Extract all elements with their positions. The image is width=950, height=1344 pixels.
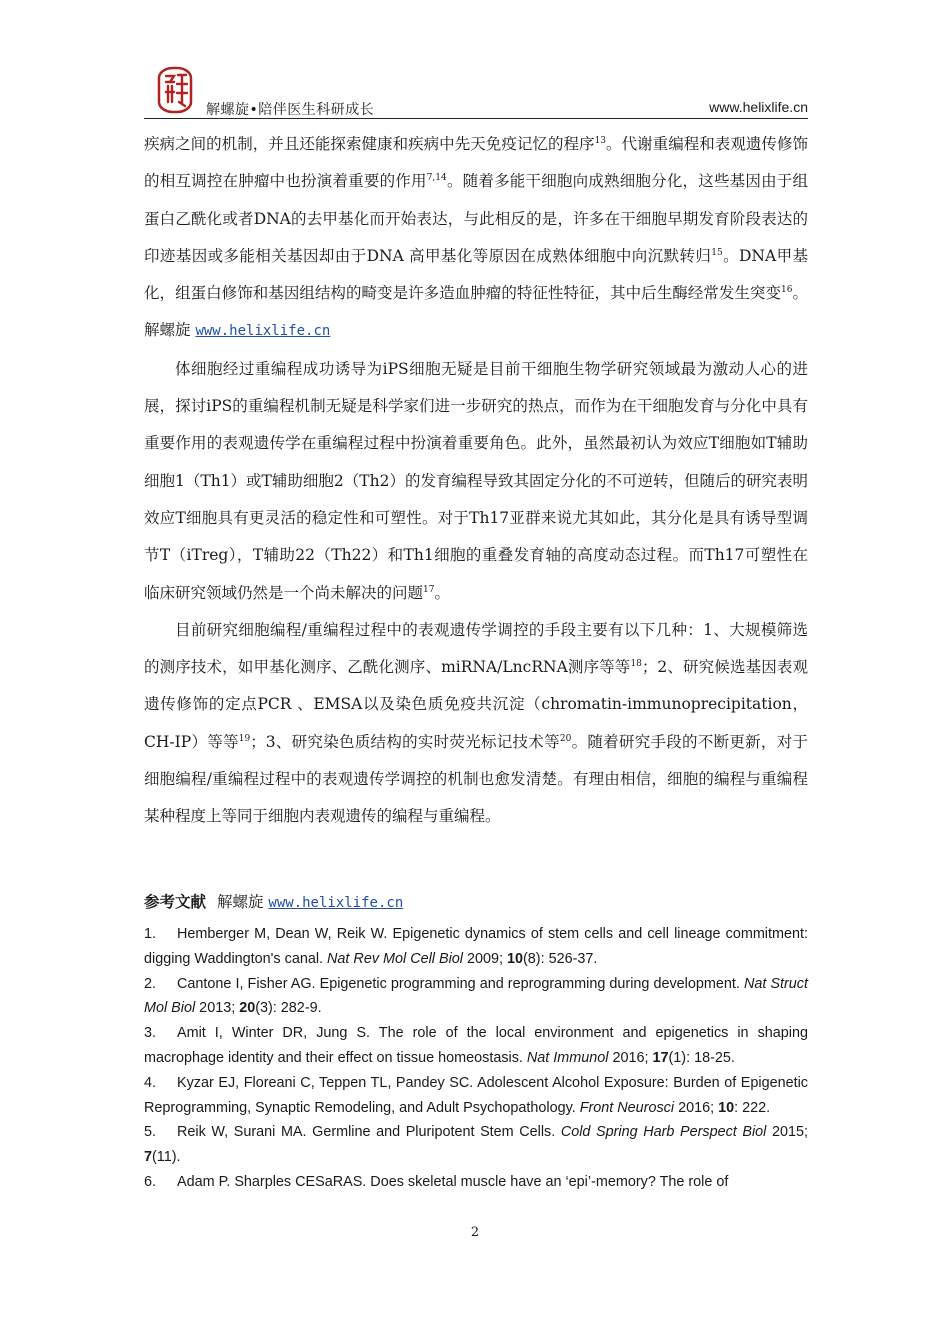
journal-name: Cold Spring Harb Perspect Biol bbox=[560, 1124, 767, 1141]
reference-text: : 222. bbox=[734, 1099, 771, 1116]
paragraph-text: 。代谢重编程和表观遗传修饰的相互调控在肿瘤中也扮演着重要的作用 bbox=[144, 135, 808, 191]
reference-item bbox=[144, 972, 808, 1022]
references-heading bbox=[144, 890, 403, 912]
reference-text: Amit I, Winter DR, Jung S. The role of the local environment and epigenetics in shaping macrophage identity and their effect on tissue homeostasis. bbox=[144, 1025, 808, 1066]
citation-superscript: 15 bbox=[711, 247, 723, 258]
paragraph-text: 。DNA甲基化，组蛋白修饰和基因组结构的畸变是许多造血肿瘤的特征性特征，其中后生酶经常发生突变 bbox=[144, 246, 808, 303]
reference-text: (1): 18-25. bbox=[668, 1049, 735, 1066]
reference-text: Reik W, Surani MA. Germline and Pluripotent Stem Cells. bbox=[177, 1124, 561, 1141]
journal-name: Nat Rev Mol Cell Biol bbox=[327, 950, 463, 967]
paragraph-text: 。随着多能干细胞向成熟细胞分化，这些基因由于组蛋白乙酰化或者DNA的去甲基化而开始表达，与此相反的是，许多在干细胞早期发育阶段表达的印迹基因或多能相关基因却由于DNA 高甲基化等原因在成熟体细胞中向沉默转归 bbox=[144, 172, 808, 265]
references-list bbox=[144, 922, 808, 1195]
paragraph-text: 。随着研究手段的不断更新，对于细胞编程/重编程过程中的表观遗传学调控的机制也愈发清楚。有理由相信，细胞的编程与重编程某种程度上等同于细胞内表观遗传的编程与重编程。 bbox=[144, 732, 808, 826]
reference-item bbox=[144, 1170, 808, 1195]
citation-superscript: 7,14 bbox=[426, 173, 447, 184]
paragraph-text: 疾病之间的机制，并且还能探索健康和疾病中先天免疫记忆的程序 bbox=[144, 135, 595, 153]
reference-text: (3): 282-9. bbox=[255, 1000, 322, 1017]
reference-number: 3. bbox=[144, 1025, 157, 1042]
header-divider bbox=[144, 118, 808, 119]
paragraph-text: 。解螺旋 bbox=[144, 284, 808, 340]
volume-number: 10 bbox=[718, 1099, 735, 1116]
reference-text: Cantone I, Fisher AG. Epigenetic programming and reprogramming during development. bbox=[177, 975, 744, 992]
citation-superscript: 16 bbox=[780, 285, 793, 296]
reference-number: 4. bbox=[144, 1074, 157, 1091]
reference-number: 6. bbox=[144, 1173, 157, 1190]
reference-text: 2015; bbox=[766, 1124, 808, 1141]
page-header bbox=[144, 66, 808, 118]
citation-superscript: 19 bbox=[238, 733, 251, 744]
reference-text: Kyzar EJ, Floreani C, Teppen TL, Pandey SC. Adolescent Alcohol Exposure: Burden of Epigenetic Reprogramming, Synaptic Remodeling, and Adult Psychopathology. bbox=[144, 1074, 808, 1116]
volume-number: 20 bbox=[239, 1000, 256, 1017]
paragraph-text: ；3、研究染色质结构的实时荧光标记技术等 bbox=[250, 732, 560, 751]
reference-number: 2. bbox=[144, 975, 157, 992]
reference-text: (11). bbox=[152, 1149, 181, 1166]
reference-item bbox=[144, 1071, 808, 1121]
body-text bbox=[144, 126, 808, 836]
page-number: 2 bbox=[470, 1225, 480, 1240]
reference-text: Adam P. Sharples CESaRAS. Does skeletal muscle have an ‘epi’-memory? The role of bbox=[177, 1173, 729, 1190]
citation-superscript: 13 bbox=[594, 135, 607, 146]
reference-text: 2016; bbox=[674, 1099, 719, 1116]
reference-text: 2013; bbox=[195, 1000, 240, 1017]
volume-number: 10 bbox=[507, 950, 524, 967]
paragraph bbox=[144, 126, 808, 351]
paragraph-text: 体细胞经过重编程成功诱导为iPS细胞无疑是目前干细胞生物学研究领域最为激动人心的进展，探讨iPS的重编程机制无疑是科学家们进一步研究的热点，而作为在干细胞发育与分化中具有重要作用的表观遗传学在重编程过程中扮演着重要角色。此外，虽然最初认为效应T细胞如T辅助细胞1（Th1）或T辅助细胞2（Th2）的发育编程导致其固定分化的不可逆转，但随后的研究表明效应T细胞具有更灵活的稳定性和可塑性。对于Th17亚群来说尤其如此，其分化是具有诱导型调节T（iTreg），T辅助22（Th22）和Th1细胞的重叠发育轴的高度动态过程。而Th17可塑性在临床研究领域仍然是一个尚未解决的问题 bbox=[144, 359, 808, 602]
references-title: 参考文献 bbox=[144, 892, 207, 911]
paragraph-text: 目前研究细胞编程/重编程过程中的表观遗传学调控的手段主要有以下几种：1、大规模筛选的测序技术，如甲基化测序、乙酰化测序、miRNA/LncRNA测序等等 bbox=[144, 620, 808, 677]
reference-item bbox=[144, 1021, 808, 1071]
reference-text: 2016; bbox=[608, 1049, 653, 1066]
citation-superscript: 20 bbox=[559, 733, 572, 744]
header-url[interactable]: www.helixlife.cn bbox=[709, 99, 808, 115]
reference-text: Hemberger M, Dean W, Reik W. Epigenetic dynamics of stem cells and cell lineage commitment: digging Waddington's canal. bbox=[144, 926, 808, 967]
volume-number: 17 bbox=[652, 1049, 669, 1066]
journal-name: Nat Immunol bbox=[526, 1049, 609, 1066]
helixlife-link[interactable]: www.helixlife.cn bbox=[195, 323, 331, 340]
volume-number: 7 bbox=[144, 1149, 153, 1166]
journal-name: Nat Struct Mol Biol bbox=[144, 975, 808, 1017]
paragraph-text: 。 bbox=[434, 583, 450, 602]
journal-name: Front Neurosci bbox=[579, 1099, 675, 1116]
paragraph-text: ；2、研究候选基因表观遗传修饰的定点PCR 、EMSA以及染色质免疫共沉淀（chromatin-immunoprecipitation，CH-IP）等等 bbox=[144, 658, 808, 751]
reference-number: 1. bbox=[144, 926, 157, 942]
paragraph bbox=[144, 612, 808, 836]
citation-superscript: 17 bbox=[423, 584, 435, 595]
citation-superscript: 18 bbox=[630, 659, 642, 669]
reference-number: 5. bbox=[144, 1124, 157, 1141]
reference-text: 2009; bbox=[462, 950, 507, 967]
paragraph bbox=[144, 351, 808, 612]
helix-seal-logo bbox=[156, 66, 194, 114]
references-link[interactable]: www.helixlife.cn bbox=[268, 895, 404, 911]
references-brand: 解螺旋 bbox=[216, 893, 264, 911]
reference-item bbox=[144, 1120, 808, 1170]
reference-text: (8): 526-37. bbox=[523, 950, 598, 967]
header-title: 解螺旋•陪伴医生科研成长 bbox=[206, 102, 375, 118]
reference-item bbox=[144, 922, 808, 972]
